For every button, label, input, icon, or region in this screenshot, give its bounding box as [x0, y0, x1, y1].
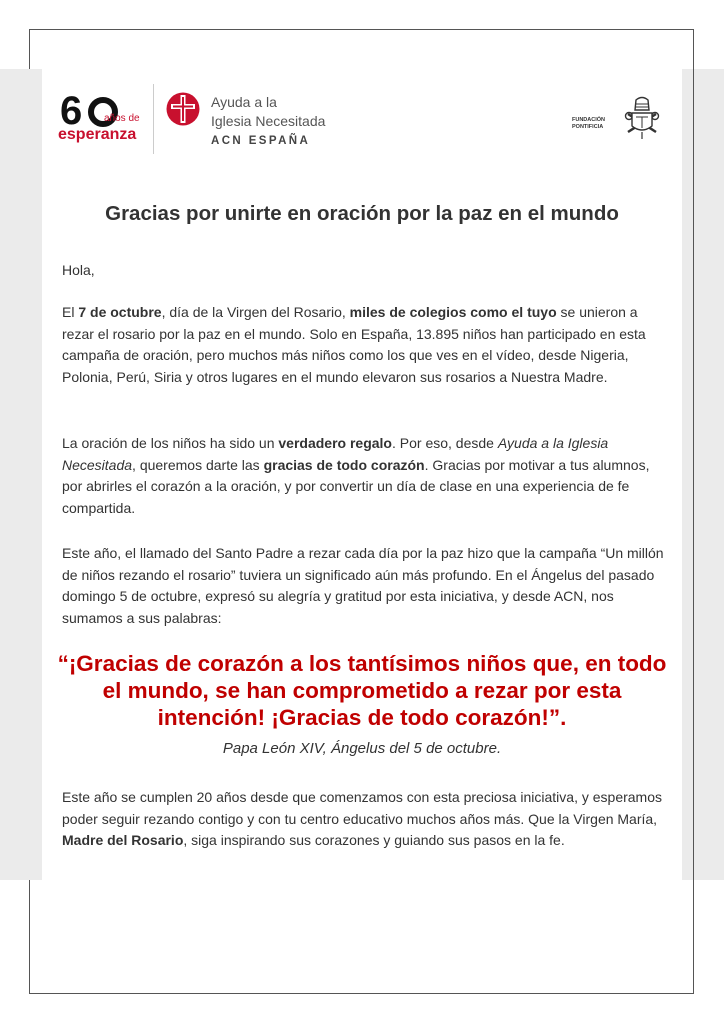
- inner-right-band: [682, 69, 693, 880]
- logo-anos-text: años de: [104, 113, 140, 124]
- fundacion-line1: FUNDACIÓN: [572, 117, 605, 123]
- greeting: Hola,: [62, 262, 95, 278]
- p4-bold-madre: Madre del Rosario: [62, 832, 184, 848]
- acn-espana: ACN ESPAÑA: [211, 135, 311, 147]
- p1-bold-date: 7 de octubre: [78, 304, 162, 320]
- acn-line2: Iglesia Necesitada: [211, 113, 326, 129]
- quote-attribution: Papa León XIV, Ángelus del 5 de octubre.: [222, 740, 502, 757]
- papal-coat-of-arms-icon: [622, 96, 662, 140]
- p2-text-4: . Gracias por motivar a tus alumnos, por abrirles el corazón a la oración, y por convertir un día de clase en una experiencia de fe compartida.: [62, 456, 650, 516]
- page-title: Gracias por unirte en oración por la paz en el mundo: [105, 202, 619, 225]
- sixty-years-logo: [58, 91, 154, 151]
- right-gray-band: [694, 69, 724, 880]
- p2-text-1: La oración de los niños ha sido un: [62, 435, 279, 451]
- pope-quote: “¡Gracias de corazón a los tantísimos niños que, en todo el mundo, se han comprometido a rezar por esta intención! ¡Gracias de todo corazón!”.: [57, 651, 667, 730]
- p1-text-1: El: [62, 304, 79, 320]
- p4-text-1: Este año se cumplen 20 años desde que comenzamos con esta preciosa iniciativa, y esperamos poder seguir rezando contigo y con tu centro educativo muchos años más. Que la Virgen María,: [62, 789, 663, 827]
- left-gray-band: [0, 69, 29, 880]
- p1-text-3: se unieron a rezar el rosario por la paz en el mundo. Solo en España, 13.895 niños han participado en esta campaña de oración, pero muchos más niños como los que ves en el vídeo, desde Nigeria, Polonia, Perú, Siria y otros lugares en el mundo elevaron sus rosarios a Nuestra Madre.: [62, 304, 646, 385]
- logo-sixty-number: 6: [60, 89, 80, 133]
- fundacion-line2: PONTIFICIA: [572, 124, 604, 130]
- acn-line1: Ayuda a la: [211, 94, 277, 110]
- paragraph-2: [62, 433, 666, 519]
- p2-bold-regalo: verdadero regalo: [278, 435, 392, 451]
- acn-cross-icon: [166, 92, 200, 126]
- acn-name: [211, 93, 325, 131]
- p1-text-2: , día de la Virgen del Rosario,: [161, 304, 350, 320]
- logo-esperanza-text: esperanza: [58, 126, 137, 143]
- p2-text-2: . Por eso, desde: [391, 435, 498, 451]
- p2-bold-gracias: gracias de todo corazón: [263, 456, 425, 473]
- p2-italic-acn: Ayuda a la Iglesia Necesitada: [62, 435, 609, 473]
- paragraph-3: Este año, el llamado del Santo Padre a rezar cada día por la paz hizo que la campaña “Un millón de niños rezando el rosario” tuviera un significado aún más profundo. En el Ángelus del pasado domingo 5 de octubre, expresó su alegría y gratitud por esta iniciativa, y desde ACN, nos sumamos a sus palabras:: [62, 545, 664, 626]
- logo-divider: [153, 84, 154, 154]
- inner-left-band: [29, 69, 42, 880]
- fundacion-pontificia-text: [572, 117, 605, 131]
- p1-bold-colegios: miles de colegios como el tuyo: [349, 304, 557, 320]
- paragraph-4: [62, 787, 666, 852]
- p4-text-2: , siga inspirando sus corazones y guiando sus pasos en la fe.: [183, 832, 565, 848]
- paragraph-1: [62, 302, 666, 388]
- p2-text-3: , queremos darte las: [132, 456, 264, 473]
